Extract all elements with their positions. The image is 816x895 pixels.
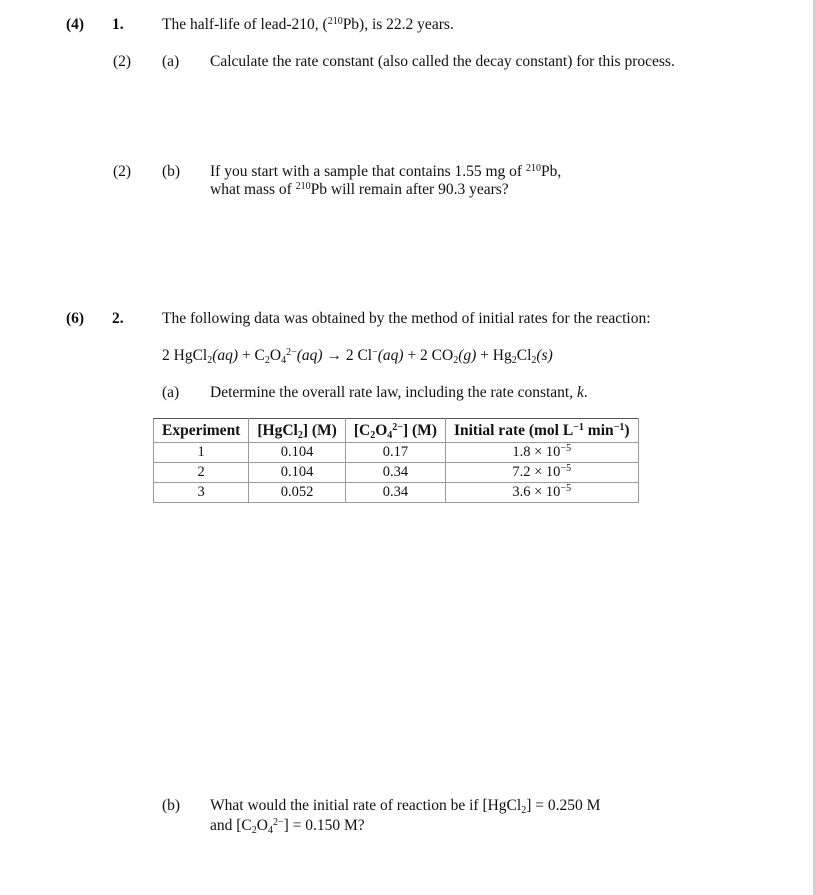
q2b-line1: What would the initial rate of reaction be if [HgCl$_2$] = 0.250 M [210, 797, 601, 816]
q1b-line1: If you start with a sample that contains 1.55 mg of $^{210}$Pb, [210, 163, 562, 180]
q2a-text: Determine the overall rate law, including the rate constant, k. [210, 384, 588, 401]
q2b-letter: (b) [162, 797, 181, 814]
q1b-points: (2) [113, 163, 132, 180]
rate-data-table [153, 418, 639, 503]
cell-oxalate: 0.34 [345, 483, 445, 503]
q1b-letter: (b) [162, 163, 181, 180]
q2a-letter: (a) [162, 384, 180, 401]
table-row [154, 463, 639, 483]
q1-points: (4) [66, 16, 85, 33]
cell-oxalate: 0.34 [345, 463, 445, 483]
cell-experiment: 3 [154, 483, 249, 503]
cell-hgcl2: 0.104 [249, 443, 345, 463]
header-oxalate: $[C_2O_4^{2-}]$ (M) [345, 419, 445, 443]
q2-intro: The following data was obtained by the method of initial rates for the reaction: [162, 310, 651, 327]
cell-experiment: 1 [154, 443, 249, 463]
reaction-equation: 2 HgCl$_2$(aq) + $C_2O_4^{2-}(aq) \to 2$ Cl−(aq) + 2 $CO_2(g) + Hg_2Cl_2(s)$ [162, 347, 553, 366]
cell-oxalate: 0.17 [345, 443, 445, 463]
cell-rate: $7.2 \times 10^{-5}$ [445, 463, 638, 483]
q1a-letter: (a) [162, 53, 180, 70]
q1b-line2: what mass of $^{210}$Pb will remain after 90.3 years? [210, 181, 509, 198]
cell-rate: $1.8 \times 10^{-5}$ [445, 443, 638, 463]
q1-number: 1. [112, 16, 124, 33]
header-experiment: Experiment [154, 419, 249, 443]
table-row [154, 443, 639, 463]
q2-points: (6) [66, 310, 85, 327]
cell-experiment: 2 [154, 463, 249, 483]
cell-rate: $3.6 \times 10^{-5}$ [445, 483, 638, 503]
q2-number: 2. [112, 310, 124, 327]
table-header-row [154, 419, 639, 443]
q1-stem: The half-life of lead-210, ($^{210}$Pb), is 22.2 years. [162, 16, 454, 33]
header-hgcl2: [HgCl$_2$] (M) [249, 419, 345, 443]
cell-hgcl2: 0.104 [249, 463, 345, 483]
table-row [154, 483, 639, 503]
q1a-text: Calculate the rate constant (also called the decay constant) for this process. [210, 53, 675, 70]
q2b-line2: and $[C_2O_4^{2-}] = 0.150$ M? [210, 817, 365, 836]
header-initial-rate: Initial rate (mol $L^{-1}$ $\min^{-1}$) [445, 419, 638, 443]
cell-hgcl2: 0.052 [249, 483, 345, 503]
q1a-points: (2) [113, 53, 132, 70]
